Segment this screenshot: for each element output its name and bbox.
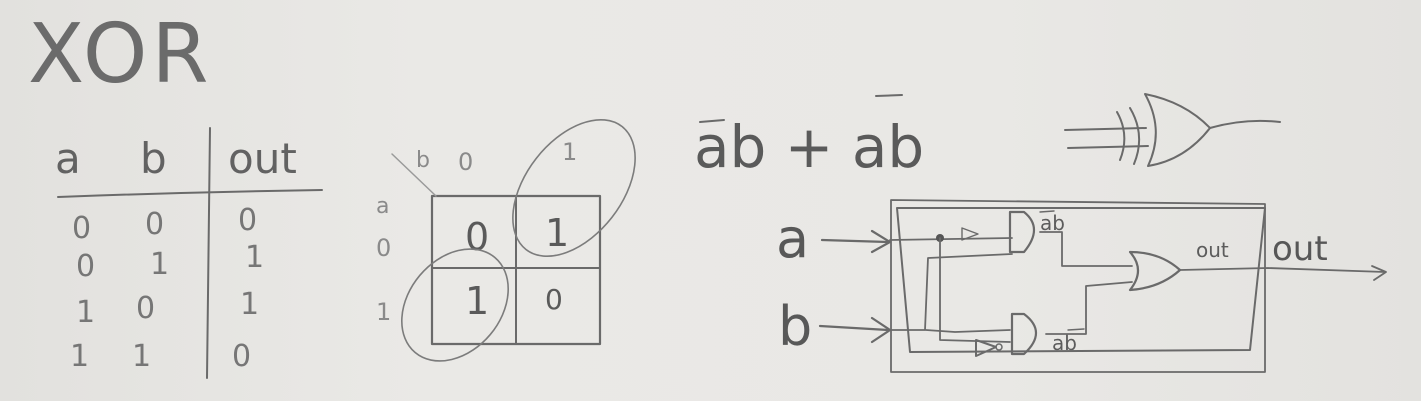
wire-a bbox=[890, 238, 1012, 240]
xor-symbol-sketch bbox=[1065, 94, 1280, 166]
bottom-label-overbar bbox=[1068, 329, 1084, 330]
kmap-cell: 0 bbox=[465, 215, 490, 259]
inner-output-label: out bbox=[1196, 238, 1229, 262]
kmap-cell: 1 bbox=[545, 211, 570, 255]
bottom-and-gate bbox=[1012, 314, 1036, 354]
truth-table-cell: 0 bbox=[76, 249, 96, 284]
kmap-col-variable: b bbox=[416, 148, 430, 173]
top-and-gate bbox=[1010, 212, 1034, 252]
circuit-inner-box bbox=[897, 208, 1265, 355]
truth-table-header-out: out bbox=[228, 134, 297, 183]
top-and-gate-label: ab bbox=[1040, 211, 1065, 235]
circuit-input-b: b bbox=[778, 295, 813, 358]
input-b-arrow bbox=[820, 326, 888, 330]
or-gate bbox=[1130, 252, 1180, 290]
truth-table-cell: 1 bbox=[245, 240, 265, 275]
truth-table-header-rule bbox=[58, 190, 322, 197]
truth-table-cell: 0 bbox=[72, 211, 92, 246]
expression-overbar-a bbox=[700, 120, 724, 122]
kmap-row-value-0: 0 bbox=[376, 234, 392, 262]
expression-overbar-b bbox=[876, 95, 902, 96]
truth-table-header-a: a bbox=[55, 134, 81, 183]
kmap-col-value-1: 1 bbox=[562, 138, 578, 166]
page-title: XOR bbox=[28, 7, 213, 102]
truth-table-cell: 1 bbox=[240, 287, 260, 322]
truth-table-cell: 0 bbox=[232, 339, 252, 374]
wire-b-down bbox=[926, 330, 1010, 332]
bottom-and-gate-label: ab bbox=[1052, 331, 1077, 355]
boolean-expression: ab + ab bbox=[694, 113, 925, 181]
truth-table-cell: 0 bbox=[136, 291, 156, 326]
kmap-corner-slash bbox=[392, 154, 436, 196]
circuit-input-a: a bbox=[776, 207, 810, 270]
kmap-cell: 1 bbox=[465, 279, 490, 323]
wire-a-down bbox=[940, 238, 1010, 342]
wire-top-gate-out bbox=[1040, 232, 1132, 266]
input-a-arrow bbox=[822, 240, 888, 242]
truth-table-cell: 1 bbox=[70, 339, 90, 374]
kmap-cell: 0 bbox=[545, 283, 563, 316]
truth-table-cell: 1 bbox=[150, 247, 170, 282]
kmap-row-variable: a bbox=[376, 194, 390, 219]
outer-output-label: out bbox=[1272, 229, 1328, 269]
kmap-group-top bbox=[488, 97, 660, 279]
top-label-overbar bbox=[1040, 211, 1054, 212]
kmap-group-bottom bbox=[380, 228, 530, 382]
kmap-row-value-1: 1 bbox=[376, 298, 392, 326]
truth-table-cell: 1 bbox=[132, 339, 152, 374]
wire-or-output bbox=[1180, 268, 1385, 272]
wire-b bbox=[890, 254, 1012, 330]
truth-table-cell: 0 bbox=[238, 203, 258, 238]
wire-bottom-gate-out bbox=[1046, 282, 1132, 334]
truth-table-divider bbox=[207, 128, 210, 378]
circuit-outer-box bbox=[891, 200, 1265, 372]
truth-table-cell: 0 bbox=[145, 207, 165, 242]
truth-table-cell: 1 bbox=[76, 295, 96, 330]
kmap-col-value-0: 0 bbox=[458, 148, 474, 176]
truth-table-header-b: b bbox=[140, 134, 167, 183]
